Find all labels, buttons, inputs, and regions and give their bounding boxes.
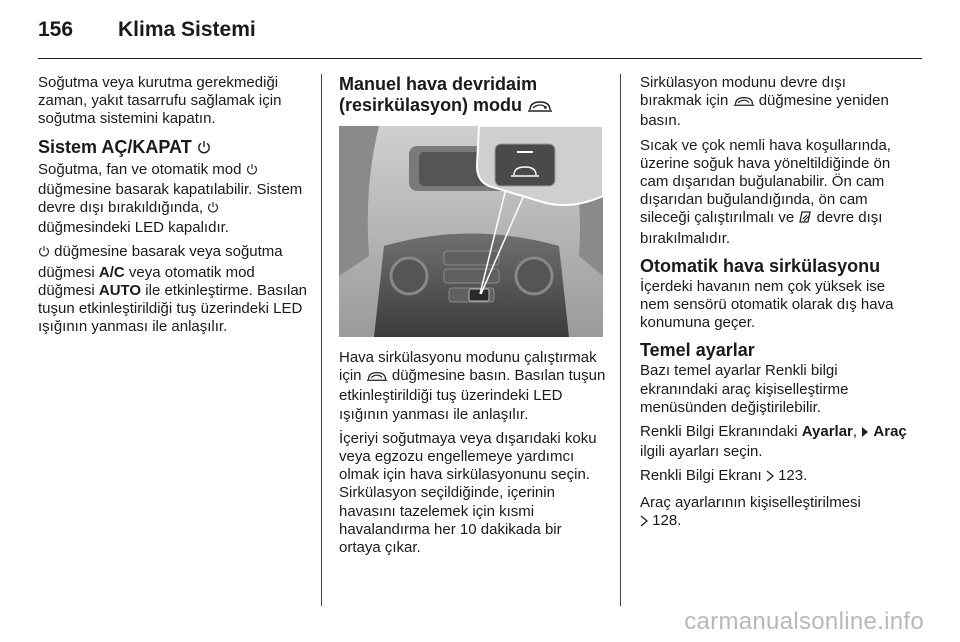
section-heading-auto-recirculation: Otomatik hava sirkülasyonu [640, 255, 881, 276]
arrow-right-icon [861, 425, 869, 443]
reference-personalization-paragraph [640, 494, 908, 532]
intro-paragraph: Soğutma veya kurutma gerekmediği zaman, yakıt tasarrufu sağlamak için soğutma sistemini kapatın. [38, 74, 282, 128]
basic-settings-paragraph: Bazı temel ayarlar Renkli bilgi ekranındaki araç kişiselleştirme menüsünden değiştirilebilir. [640, 362, 849, 416]
recirculation-info-paragraph: İçeriyi soğutmaya veya dışarıdaki koku veya egzozu engellemeye yardımcı olmak için hava sirkülasyonunu seçin. Sirkülasyon seçildiğinde, içerinin havasını tazelemek için kısmi havalandırma her 10 dakikada bir ortaya çıkar. [339, 429, 597, 557]
text: ilgili ayarları seçin. [640, 443, 763, 461]
text: Sirkülasyon modunu devre dışı bırakmak için [640, 74, 846, 110]
auto-label: AUTO [98, 281, 142, 299]
text: Hava sirkülasyonu modunu çalıştırmak için [339, 349, 597, 385]
text: , [852, 423, 858, 441]
power-icon [197, 139, 211, 160]
text: düğmesine yeniden basın. [640, 92, 889, 130]
text: Renkli Bilgi Ekranındaki [640, 423, 798, 441]
column-3 [640, 74, 908, 538]
settings-path-paragraph [640, 423, 908, 461]
text: düğmesine basın. Basılan tuşun etkinleştirildiği tuş üzerindeki LED ışığının yanması ile anlaşılır. [339, 367, 606, 423]
text: Araç ayarlarının kişiselleştirilmesi [640, 493, 861, 511]
heading-text: Sistem AÇ/KAPAT [38, 136, 192, 157]
recirculation-deactivate-paragraph [640, 74, 908, 131]
reference-display-paragraph [640, 467, 908, 487]
header-rule [38, 58, 922, 59]
page-header [38, 18, 256, 48]
settings-label: Ayarlar [801, 423, 853, 441]
text: Renkli Bilgi Ekranı [640, 467, 762, 485]
text: devre dışı bırakılmalıdır. [640, 209, 883, 247]
power-icon [207, 201, 219, 219]
column-1 [38, 74, 310, 342]
auto-recirculation-paragraph: İçerdeki havanın nem çok yüksek ise nem sensörü otomatik olarak dış hava konumuna geçer. [640, 277, 894, 332]
ac-label: A/C [98, 263, 125, 281]
vehicle-label: Araç [873, 423, 907, 441]
wiper-icon [798, 210, 812, 229]
section-heading-basic-settings: Temel ayarlar [640, 340, 755, 361]
column-divider [620, 74, 621, 606]
humid-conditions-paragraph [640, 137, 908, 248]
watermark: carmanualsonline.info [684, 608, 924, 635]
heading-text: Manuel hava devridaim (resirkülasyon) modu [339, 74, 538, 115]
system-off-paragraph [38, 161, 310, 238]
column-divider [321, 74, 322, 606]
page-reference-icon[interactable] [766, 469, 774, 487]
page-reference[interactable]: 128. [652, 511, 682, 529]
power-icon [38, 245, 50, 263]
climate-panel-photo [339, 126, 603, 337]
text: düğmesine basarak veya soğutma düğmesi [38, 243, 283, 281]
recirculation-icon [527, 97, 553, 118]
text: ile etkinleştirme. Basılan tuşun etkinleştirildiği tuş üzerindeki LED ışığının yanması ile anlaşılır. [38, 281, 308, 336]
recirculation-activate-paragraph [339, 349, 607, 424]
text: düğmesindeki LED kapalıdır. [38, 219, 229, 237]
recirculation-icon [733, 94, 755, 112]
page-reference-icon[interactable] [640, 514, 648, 532]
page-number: 156 [38, 18, 74, 41]
text: veya otomatik mod düğmesi [38, 263, 255, 299]
system-on-paragraph [38, 243, 310, 336]
column-2 [339, 74, 607, 563]
text: Sıcak ve çok nemli hava koşullarında, üzerine soğuk hava yöneltildiğinde ön cam dışarıdan buğulanabilir. Ön cam dışarıdan buğulandığında, ön cam sileceği çalıştırılmalı ve [640, 136, 891, 227]
chapter-title: Klima Sistemi [118, 18, 256, 41]
power-icon [246, 163, 258, 181]
page-reference[interactable]: 123. [778, 467, 808, 485]
section-heading-recirculation [339, 74, 607, 118]
text: düğmesine basarak kapatılabilir. Sistem devre dışı bırakıldığında, [38, 180, 303, 217]
text: Soğutma, fan ve otomatik mod [38, 160, 242, 178]
recirculation-icon [366, 369, 388, 387]
section-heading-system-toggle [38, 137, 310, 160]
